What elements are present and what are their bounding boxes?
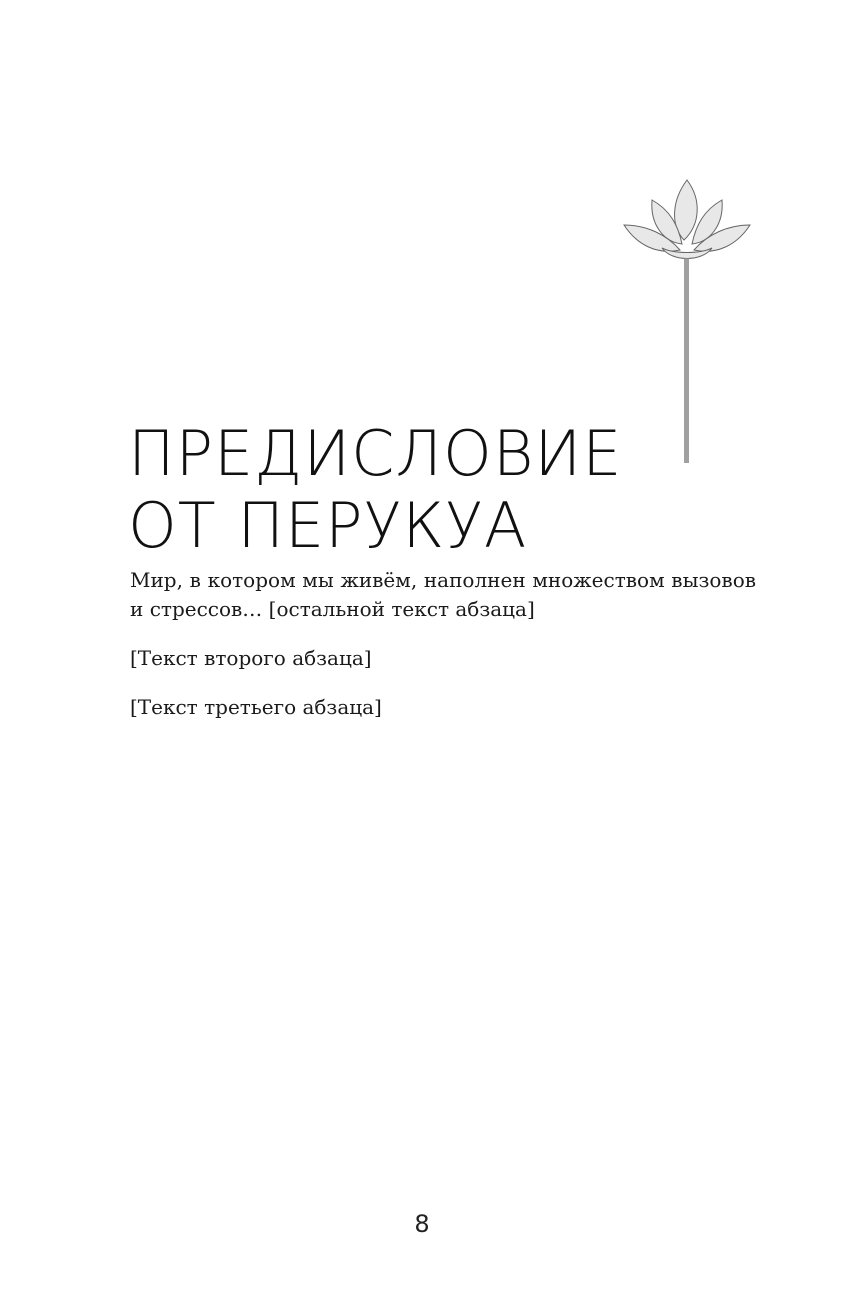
lotus-illustration [612,170,762,470]
paragraph-3: [Текст третьего абзаца] [130,695,382,719]
body-text [130,566,756,742]
lotus-stem [684,258,689,463]
page-title [128,418,622,562]
lotus-icon [624,180,750,259]
title-line-2: ОТ ПЕРУКУА [128,489,528,562]
paragraph-1: Мир, в котором мы живём, наполнен множеством вызовов и стрессов… [остальной текст абзаца] [130,568,756,621]
title-line-1: ПРЕДИСЛОВИЕ [128,417,623,490]
page-number: 8 [414,1210,430,1238]
paragraph-2: [Текст второго абзаца] [130,646,372,670]
